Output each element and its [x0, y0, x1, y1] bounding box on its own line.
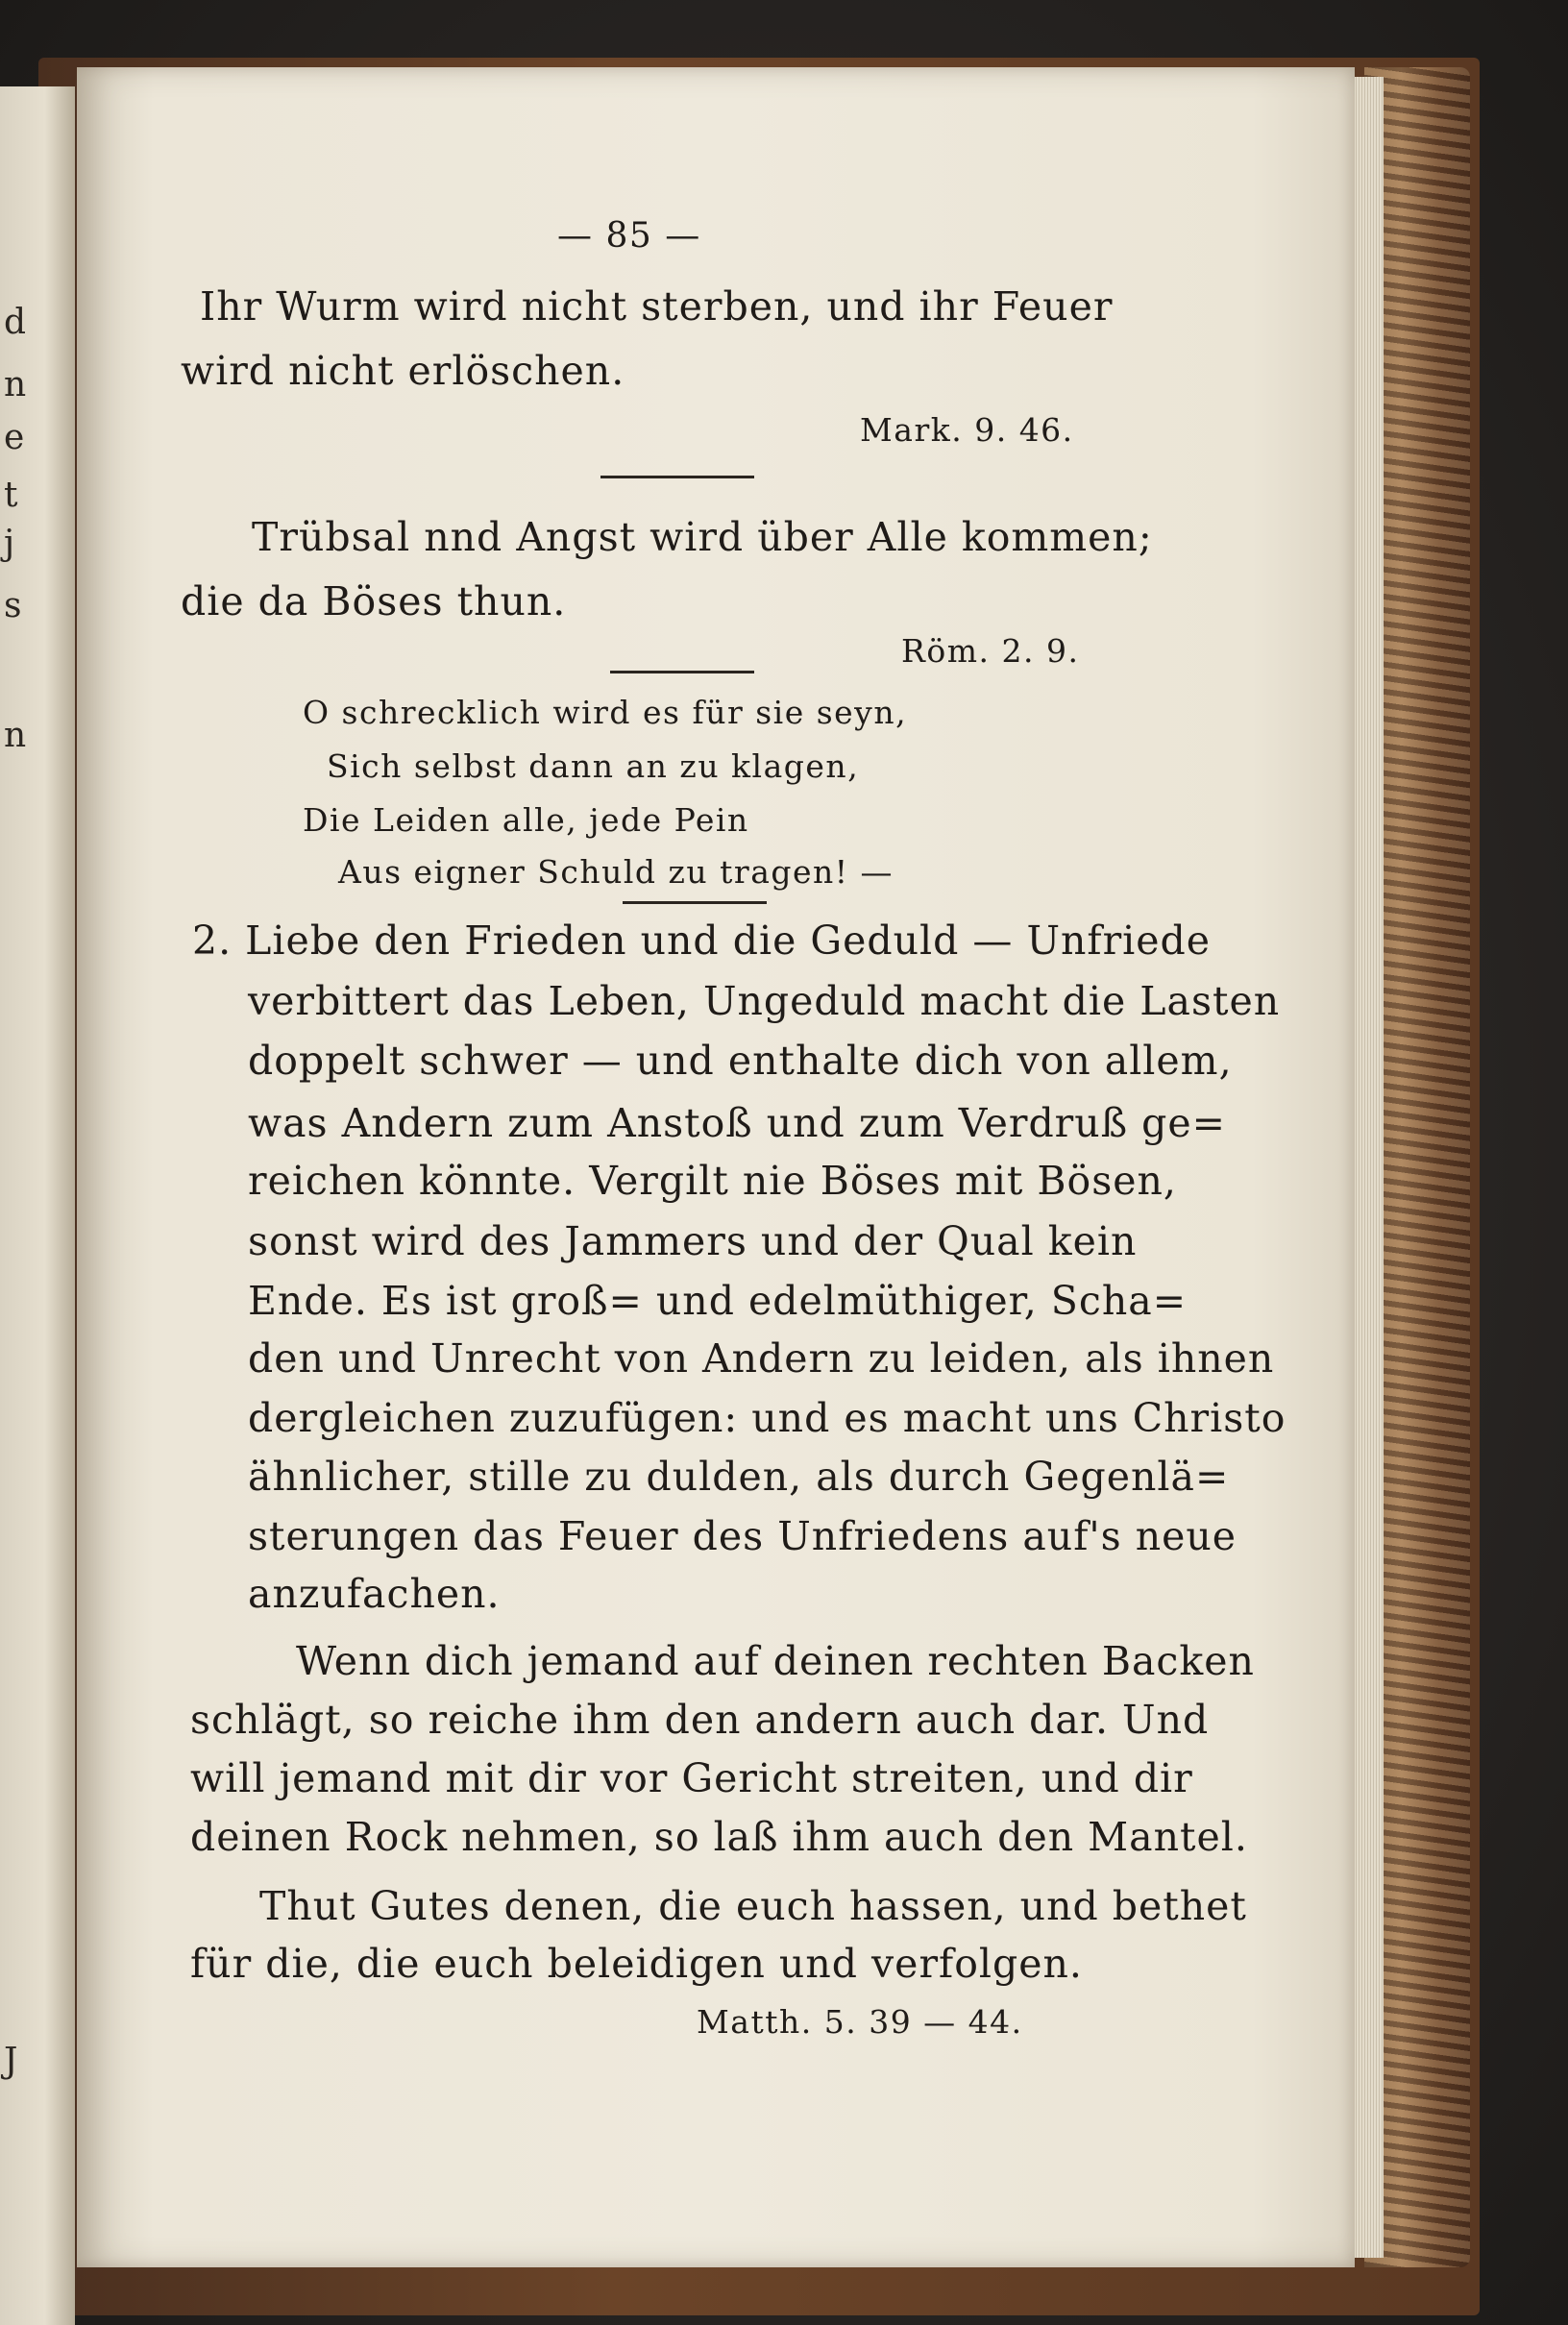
left-page-fragment: n [4, 365, 27, 404]
quote3-line: will jemand mit dir vor Gericht streiten, und dir [190, 1755, 1193, 1801]
quote3-line: schlägt, so reiche ihm den andern auch dar. Und [190, 1697, 1210, 1743]
section-divider [600, 476, 754, 478]
paragraph-line: Ende. Es ist groß= und edelmüthiger, Scha= [248, 1278, 1188, 1324]
left-page-fragment: d [4, 303, 27, 342]
quote3-line: Wenn dich jemand auf deinen rechten Backen [296, 1638, 1255, 1684]
paragraph-line: verbittert das Leben, Ungeduld macht die Lasten [248, 978, 1281, 1024]
paragraph-line: doppelt schwer — und enthalte dich von allem, [248, 1038, 1233, 1084]
paragraph-line: den und Unrecht von Andern zu leiden, als ihnen [248, 1335, 1275, 1382]
quote1-line: wird nicht erlöschen. [181, 348, 625, 394]
left-page-fragment: J [4, 2042, 18, 2081]
quote3-line: Thut Gutes denen, die euch hassen, und bethet [259, 1883, 1247, 1929]
verse-line: Die Leiden alle, jede Pein [303, 801, 749, 839]
left-facing-page [0, 86, 75, 2325]
quote1-reference: Mark. 9. 46. [860, 411, 1074, 449]
page-number: — 85 — [557, 216, 701, 256]
section-divider [623, 901, 767, 904]
verse-line: Sich selbst dann an zu klagen, [327, 747, 860, 785]
quote3-line: für die, die euch beleidigen und verfolgen. [190, 1941, 1083, 1987]
paragraph-line: sonst wird des Jammers und der Qual kein [248, 1218, 1138, 1264]
left-page-fragment: s [4, 586, 22, 625]
quote1-line: Ihr Wurm wird nicht sterben, und ihr Feuer [200, 283, 1114, 330]
paragraph-line: dergleichen zuzufügen: und es macht uns Christo [248, 1395, 1286, 1441]
book-page [77, 67, 1355, 2267]
quote2-line: die da Böses thun. [181, 578, 567, 624]
quote3-line: deinen Rock nehmen, so laß ihm auch den Mantel. [190, 1814, 1248, 1860]
left-page-fragment: j [4, 524, 15, 563]
paragraph-line: ähnlicher, stille zu dulden, als durch Gegenlä= [248, 1454, 1230, 1500]
verse-line: O schrecklich wird es für sie seyn, [303, 694, 908, 731]
left-page-fragment: n [4, 716, 27, 755]
left-page-fragment: t [4, 476, 18, 515]
quote2-line: Trübsal nnd Angst wird über Alle kommen; [252, 514, 1153, 560]
paragraph-line: sterungen das Feuer des Unfriedens auf's neue [248, 1513, 1237, 1559]
section-divider [610, 671, 754, 673]
quote2-reference: Röm. 2. 9. [901, 632, 1080, 670]
paragraph-line: anzufachen. [248, 1571, 501, 1617]
paragraph-line: reichen könnte. Vergilt nie Böses mit Bösen, [248, 1158, 1177, 1204]
paragraph-line: 2. Liebe den Frieden und die Geduld — Unfriede [192, 918, 1212, 964]
quote3-reference: Matth. 5. 39 — 44. [697, 2003, 1023, 2041]
verse-line: Aus eigner Schuld zu tragen! — [338, 853, 894, 891]
left-page-fragment: e [4, 418, 25, 457]
paragraph-line: was Andern zum Anstoß und zum Verdruß ge= [248, 1100, 1226, 1146]
